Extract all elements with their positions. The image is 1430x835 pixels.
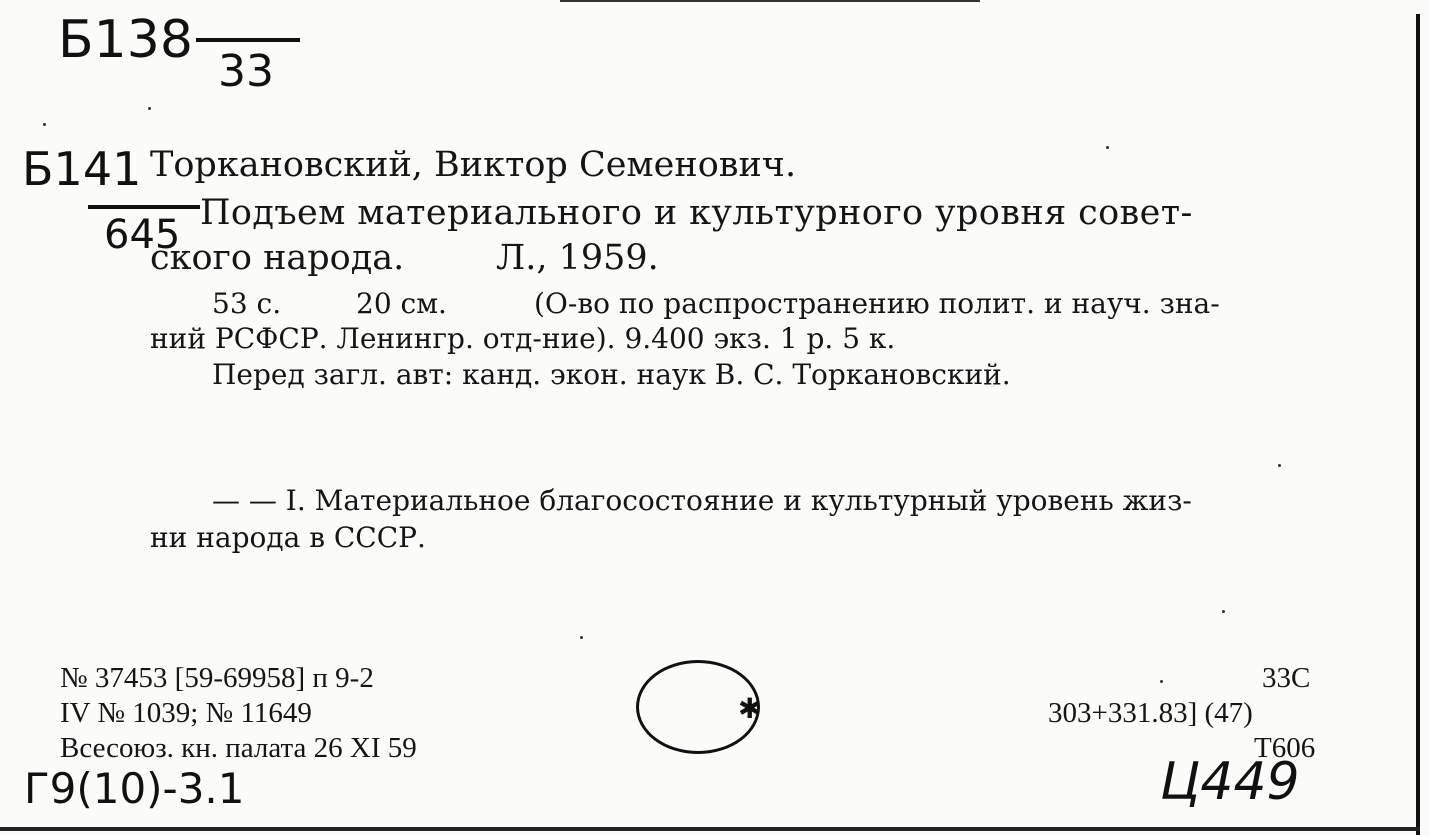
shelf-mark-underline	[88, 205, 200, 209]
place-year: Л., 1959.	[496, 238, 659, 278]
title-line-1: Подъем материального и культурного уровня совет-	[200, 193, 1193, 233]
scan-speck	[43, 123, 46, 126]
card-top-edge	[560, 0, 980, 2]
footer-right-line-3: Т606	[1254, 732, 1316, 764]
scan-speck	[148, 107, 151, 110]
handwritten-shelf-mark: Б141	[22, 142, 142, 196]
handwritten-bottom-left: Г9(10)-3.1	[24, 764, 245, 813]
footer-right-line-1: 33С	[1262, 662, 1311, 694]
title-line-2: ского народа.	[150, 238, 405, 278]
size: 20 см.	[356, 287, 447, 320]
scan-speck	[1160, 680, 1163, 683]
footer-left-line-2: IV № 1039; № 11649	[60, 697, 312, 729]
handwritten-top-number: Б138	[58, 10, 193, 70]
fraction-bar	[196, 38, 300, 42]
author-note: Перед загл. авт: канд. экон. наук В. С. Торкановский.	[212, 358, 1011, 391]
handwritten-shelf-sub: 645	[104, 212, 181, 258]
card-right-edge	[1416, 14, 1420, 835]
publisher-line-2: ний РСФСР. Ленингр. отд-ние). 9.400 экз. 1 р. 5 к.	[150, 322, 896, 355]
scan-speck	[1278, 464, 1281, 467]
publisher-line-1: (О-во по распространению полит. и науч. зна-	[534, 287, 1220, 320]
subject-line-2: ни народа в СССР.	[150, 521, 426, 554]
author-heading: Торкановский, Виктор Семенович.	[150, 145, 797, 185]
footer-right-line-2: 303+331.83] (47)	[1048, 697, 1253, 729]
scan-speck	[1106, 146, 1109, 149]
footer-left-line-1: № 37453 [59-69958] п 9-2	[60, 662, 374, 694]
handwritten-bottom-right: Ц449	[1160, 752, 1300, 812]
card-bottom-edge	[0, 827, 1420, 831]
pages: 53 с.	[212, 287, 282, 320]
scan-speck	[580, 636, 583, 639]
subject-line-1: — — I. Материальное благосостояние и культурный уровень жиз-	[212, 484, 1192, 517]
handwritten-top-fraction: 33	[218, 46, 274, 97]
asterisk-icon: ✱	[738, 692, 762, 725]
footer-left-line-3: Всесоюз. кн. палата 26 XI 59	[60, 732, 417, 764]
scan-speck	[1222, 610, 1225, 613]
